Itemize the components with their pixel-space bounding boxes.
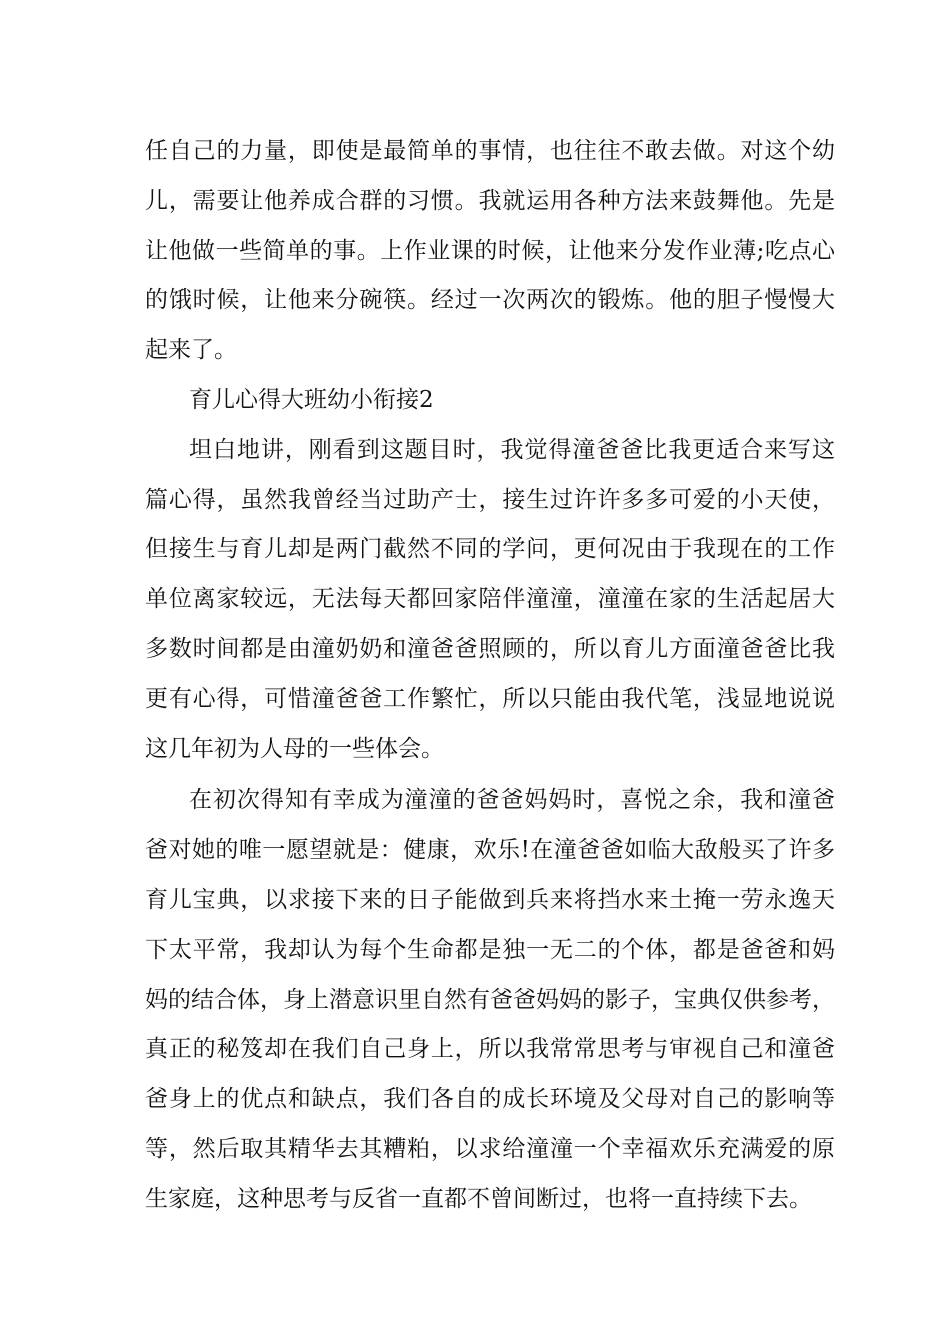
paragraph-line: 任自己的力量，即使是最简单的事情，也往往不敢去做。对这个幼: [145, 138, 835, 164]
paragraph-line: 单位离家较远，无法每天都回家陪伴潼潼，潼潼在家的生活起居大: [145, 586, 835, 613]
paragraph-2: [145, 426, 835, 775]
paragraph-line: 等，然后取其精华去其糟粕，以求给潼潼一个幸福欢乐充满爱的原: [145, 1135, 835, 1162]
paragraph-line: 这几年初为人母的一些体会。: [145, 735, 444, 762]
paragraph-line: 下太平常，我却认为每个生命都是独一无二的个体，都是爸爸和妈: [145, 936, 835, 963]
paragraph-line: 育儿宝典，以求接下来的日子能做到兵来将挡水来土掩一劳永逸天: [145, 886, 835, 913]
paragraph-line: 爸对她的唯一愿望就是：健康，欢乐!在潼爸爸如临大敌般买了许多: [145, 837, 835, 864]
paragraph-line: 多数时间都是由潼奶奶和潼爸爸照顾的，所以育儿方面潼爸爸比我: [145, 635, 835, 662]
paragraph-line: 坦白地讲，刚看到这题目时，我觉得潼爸爸比我更适合来写这: [189, 436, 835, 463]
paragraph-line: 爸身上的优点和缺点，我们各自的成长环境及父母对自己的影响等: [145, 1086, 835, 1113]
paragraph-line: 起来了。: [145, 337, 237, 364]
document-body: [145, 127, 835, 1225]
paragraph-line: 让他做一些简单的事。上作业课的时候，让他来分发作业薄;吃点心: [145, 237, 835, 264]
paragraph-line: 妈的结合体，身上潜意识里自然有爸爸妈妈的影子，宝典仅供参考，: [145, 986, 835, 1013]
paragraph-line: 儿，需要让他养成合群的习惯。我就运用各种方法来鼓舞他。先是: [145, 187, 835, 214]
paragraph-line: 在初次得知有幸成为潼潼的爸爸妈妈时，喜悦之余，我和潼爸: [189, 787, 835, 814]
paragraph-line: 生家庭，这种思考与反省一直都不曾间断过，也将一直持续下去。: [145, 1185, 812, 1212]
paragraph-3: [145, 776, 835, 1224]
paragraph-line: 更有心得，可惜潼爸爸工作繁忙，所以只能由我代笔，浅显地说说: [145, 685, 835, 712]
paragraph-line: 但接生与育儿却是两门截然不同的学问，更何况由于我现在的工作: [145, 536, 835, 563]
section-heading: 育儿心得大班幼小衔接2: [189, 386, 434, 413]
paragraph-line: 篇心得，虽然我曾经当过助产士，接生过许许多多可爱的小天使，: [145, 486, 835, 513]
paragraph-line: 真正的秘笈却在我们自己身上，所以我常常思考与审视自己和潼爸: [145, 1036, 835, 1063]
paragraph-1: [145, 127, 835, 376]
paragraph-line: 的饿时候，让他来分碗筷。经过一次两次的锻炼。他的胆子慢慢大: [145, 287, 835, 314]
